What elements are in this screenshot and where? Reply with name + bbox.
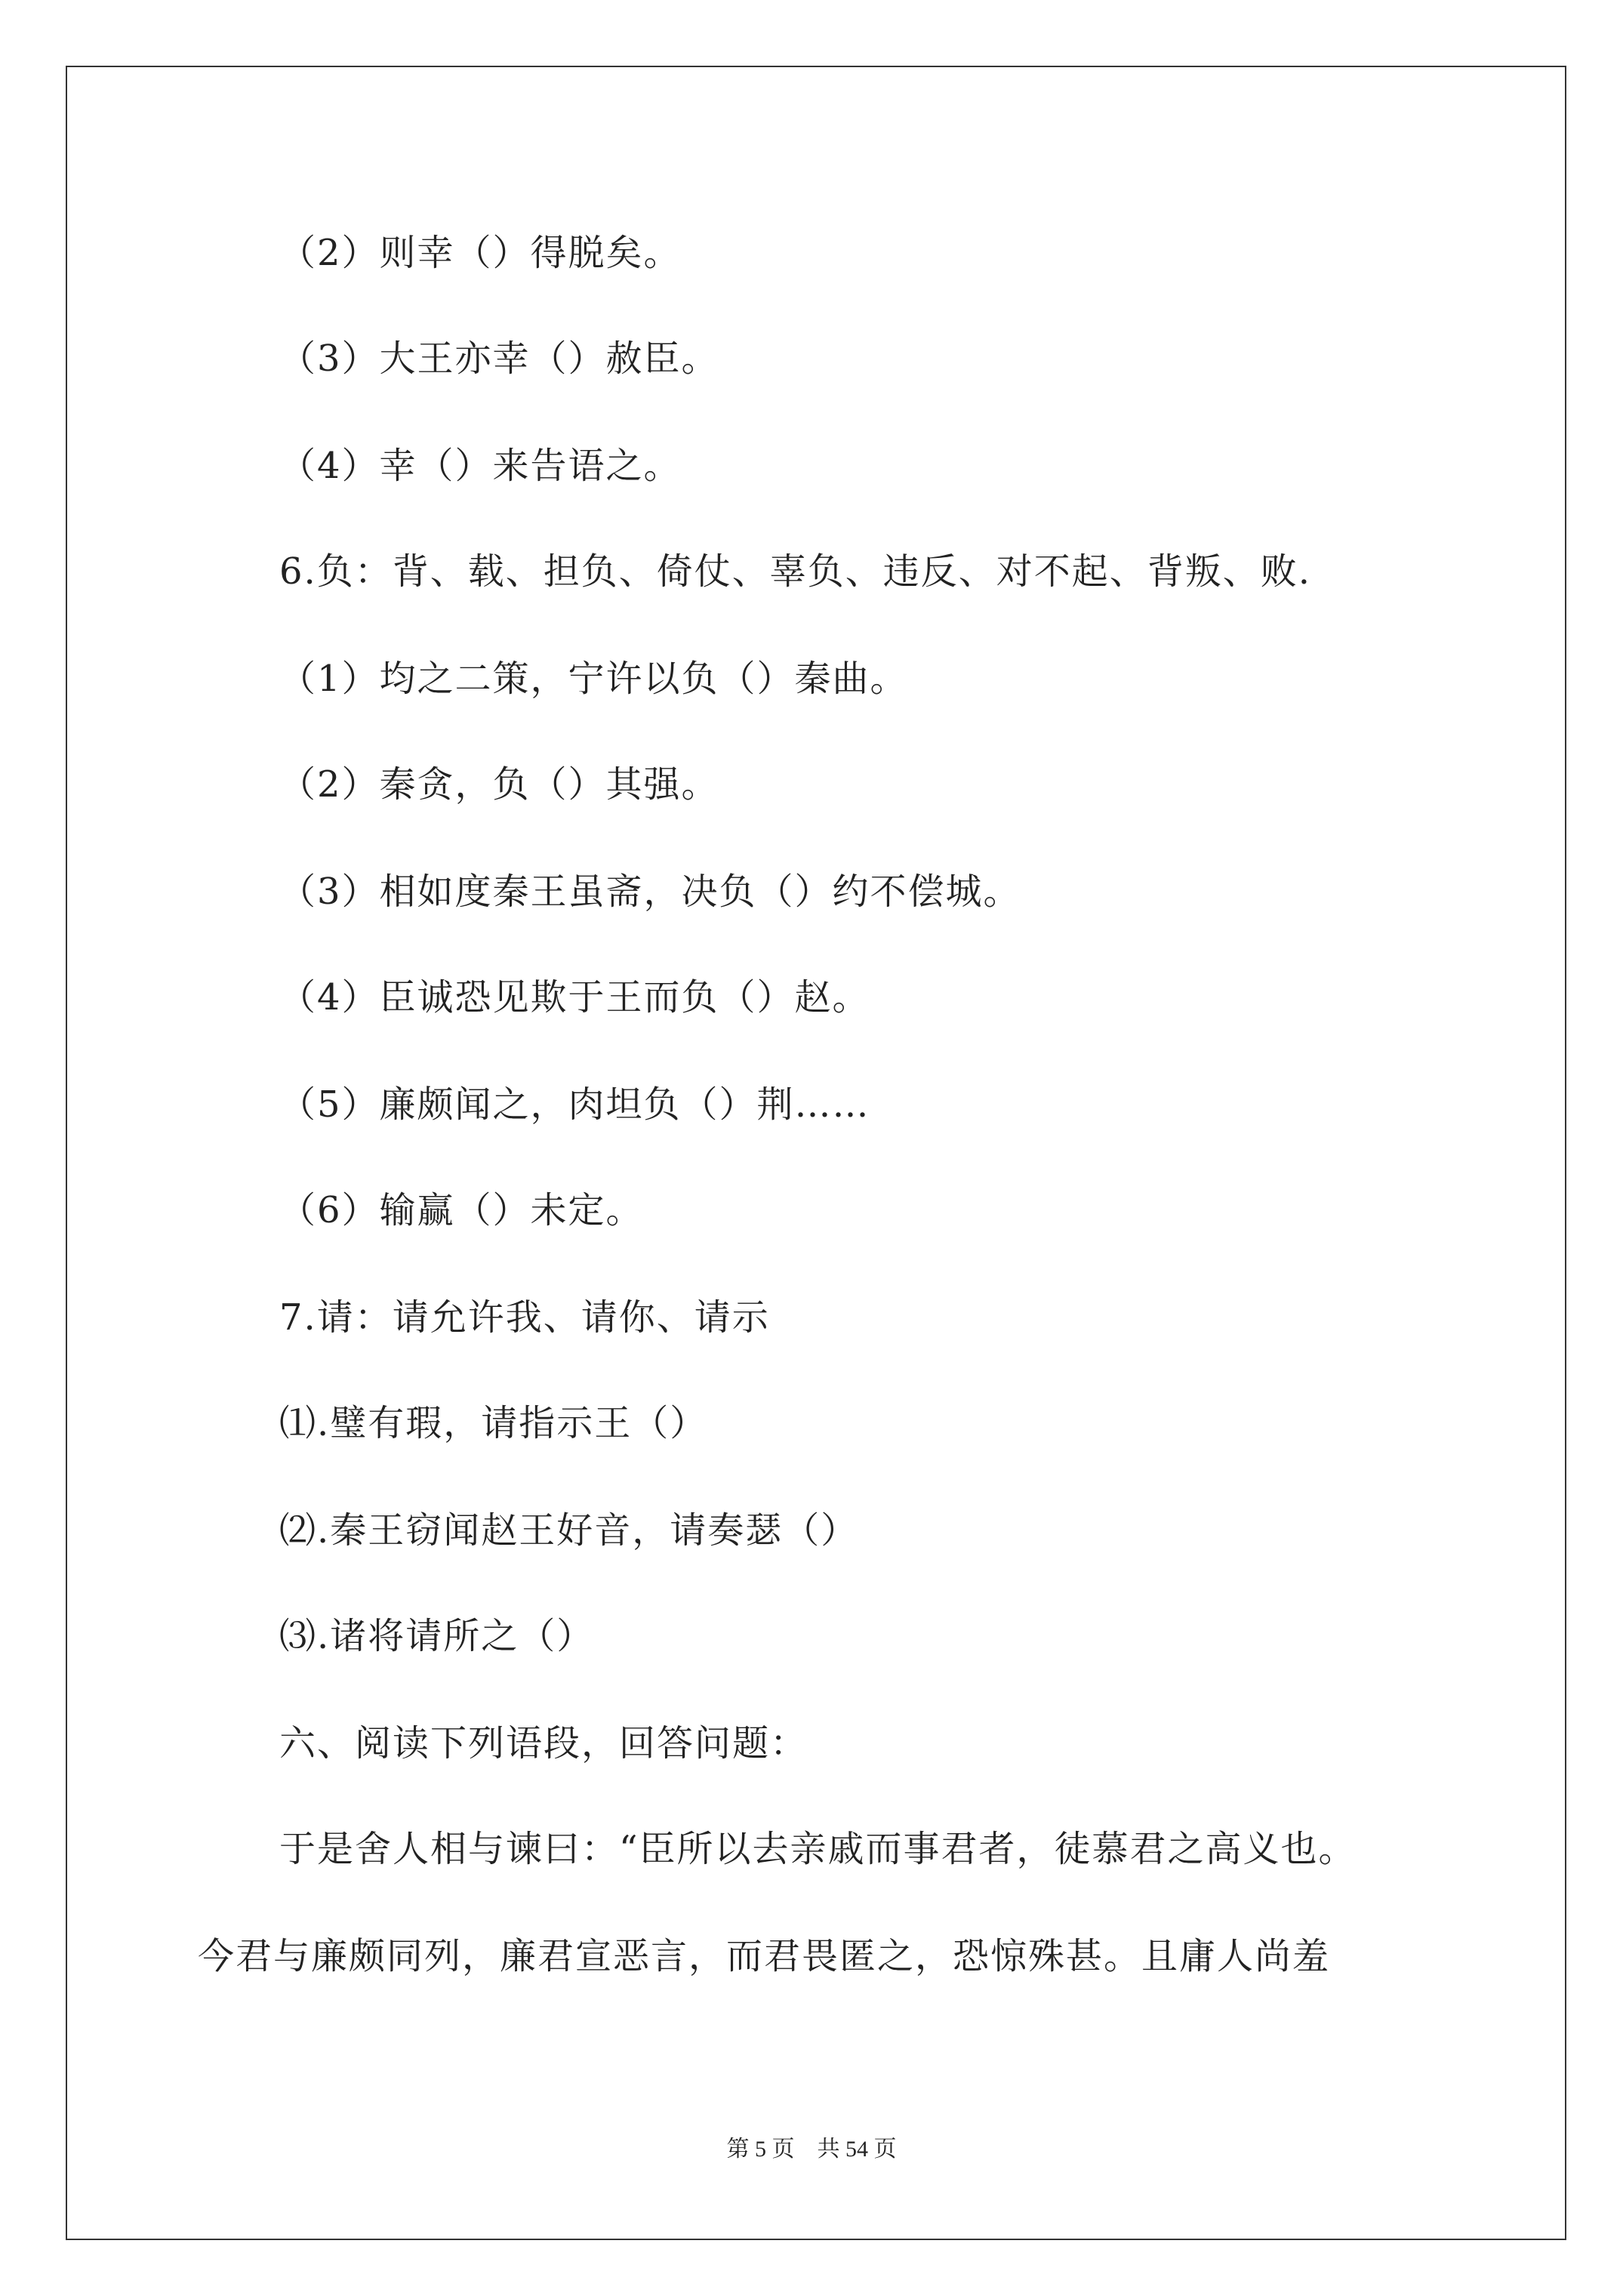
text-line: 于是舍人相与谏曰：“臣所以去亲戚而事君者，徒慕君之高义也。: [279, 1828, 1357, 1870]
text-line: （4）幸（）来告语之。: [279, 445, 682, 487]
text-line: 6.负：背、载、担负、倚仗、辜负、违反、对不起、背叛、败.: [279, 550, 1312, 593]
text-line: （3）相如度秦王虽斋，决负（）约不偿城。: [279, 871, 1021, 913]
text-line: 7.请：请允许我、请你、请示: [279, 1296, 770, 1339]
text-line: （6）输赢（）未定。: [279, 1189, 644, 1231]
text-line: ⑵.秦王窃闻赵王好音，请奏瑟（）: [279, 1509, 859, 1552]
section-heading: 六、阅读下列语段，回答问题：: [279, 1722, 808, 1764]
text-line: （3）大王亦幸（）赦臣。: [279, 337, 719, 380]
text-line: （2）秦贪，负（）其强。: [279, 763, 719, 806]
text-line: （5）廉颇闻之，肉坦负（）荆……: [279, 1083, 870, 1126]
text-line: 今君与廉颇同列，廉君宣恶言，而君畏匿之，恐惊殊甚。且庸人尚羞: [198, 1935, 1331, 1977]
text-line: （2）则幸（）得脱矣。: [279, 232, 682, 274]
text-line: （1）均之二策，宁许以负（）秦曲。: [279, 658, 908, 700]
text-line: ⑴.璧有瑕，请指示王（）: [279, 1402, 708, 1444]
page-number: 第 5 页 共 54 页: [726, 2137, 897, 2162]
page-border: [66, 66, 1566, 2240]
text-line: （4）臣诚恐见欺于王而负（）赵。: [279, 976, 870, 1019]
text-line: ⑶.诸将请所之（）: [279, 1615, 595, 1657]
